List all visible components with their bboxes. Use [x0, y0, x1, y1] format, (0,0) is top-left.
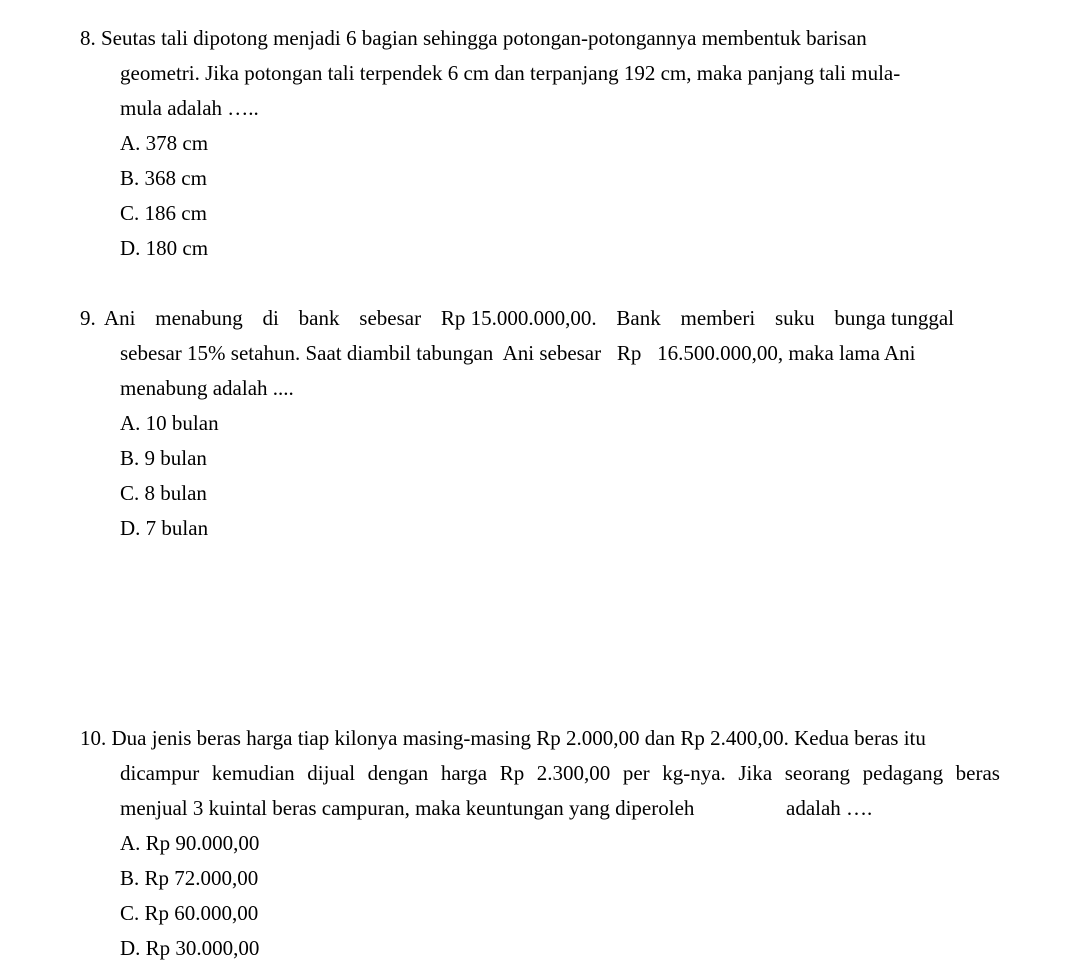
- question-9-line-1: [104, 306, 954, 330]
- option-d: D. Rp 30.000,00: [120, 936, 260, 960]
- option-c: C. 8 bulan: [120, 481, 207, 505]
- word: 2.300,00: [536, 761, 611, 785]
- word: Bank: [616, 306, 661, 330]
- option-a: A. 378 cm: [120, 131, 209, 155]
- option-b: B. Rp 72.000,00: [120, 866, 259, 890]
- word: dijual: [307, 761, 356, 785]
- question-number: 8.: [80, 26, 96, 50]
- option-b: B. 9 bulan: [120, 446, 207, 470]
- word: memberi: [680, 306, 756, 330]
- question-10-line-3b: adalah ….: [786, 796, 873, 820]
- word: dengan: [367, 761, 429, 785]
- option-c: C. Rp 60.000,00: [120, 901, 259, 925]
- question-10-line-3a: menjual 3 kuintal beras campuran, maka keuntungan yang diperoleh: [120, 796, 695, 820]
- word: suku: [774, 306, 815, 330]
- option-d: D. 7 bulan: [120, 516, 209, 540]
- question-text: Seutas tali dipotong menjadi 6 bagian sehingga potongan-potongannya membentuk barisan: [101, 26, 867, 50]
- word: pedagang: [862, 761, 944, 785]
- word: di: [262, 306, 279, 330]
- question-9-number: 9.: [80, 306, 96, 330]
- word: Rp: [499, 761, 525, 785]
- word: kemudian: [211, 761, 295, 785]
- word: Ani: [104, 306, 136, 330]
- word: per: [622, 761, 650, 785]
- question-10-line-2: [120, 761, 1000, 785]
- word: bunga tunggal: [834, 306, 954, 330]
- word: Rp 15.000.000,00.: [440, 306, 597, 330]
- question-number: 10.: [80, 726, 107, 750]
- question-text: Dua jenis beras harga tiap kilonya masing-masing Rp 2.000,00 dan Rp 2.400,00. Kedua beras itu: [111, 726, 926, 750]
- question-9-line-3: menabung adalah ....: [120, 376, 294, 400]
- word: dicampur: [120, 761, 200, 785]
- question-8-line-3: mula adalah …..: [120, 96, 259, 120]
- question-10-line-1: [80, 726, 926, 750]
- word: bank: [298, 306, 340, 330]
- option-c: C. 186 cm: [120, 201, 207, 225]
- word: beras: [955, 761, 1000, 785]
- word: kg-nya.: [662, 761, 726, 785]
- option-a: A. Rp 90.000,00: [120, 831, 260, 855]
- word: harga: [440, 761, 488, 785]
- question-8-line-1: [80, 26, 867, 50]
- question-8-line-2: geometri. Jika potongan tali terpendek 6 cm dan terpanjang 192 cm, maka panjang tali mula-: [120, 61, 901, 85]
- word: sebesar: [359, 306, 422, 330]
- word: seorang: [784, 761, 851, 785]
- word: menabung: [155, 306, 243, 330]
- question-9-line-2: sebesar 15% setahun. Saat diambil tabungan Ani sebesar Rp 16.500.000,00, maka lama Ani: [120, 341, 916, 365]
- option-a: A. 10 bulan: [120, 411, 219, 435]
- word: Jika: [738, 761, 773, 785]
- option-b: B. 368 cm: [120, 166, 207, 190]
- option-d: D. 180 cm: [120, 236, 209, 260]
